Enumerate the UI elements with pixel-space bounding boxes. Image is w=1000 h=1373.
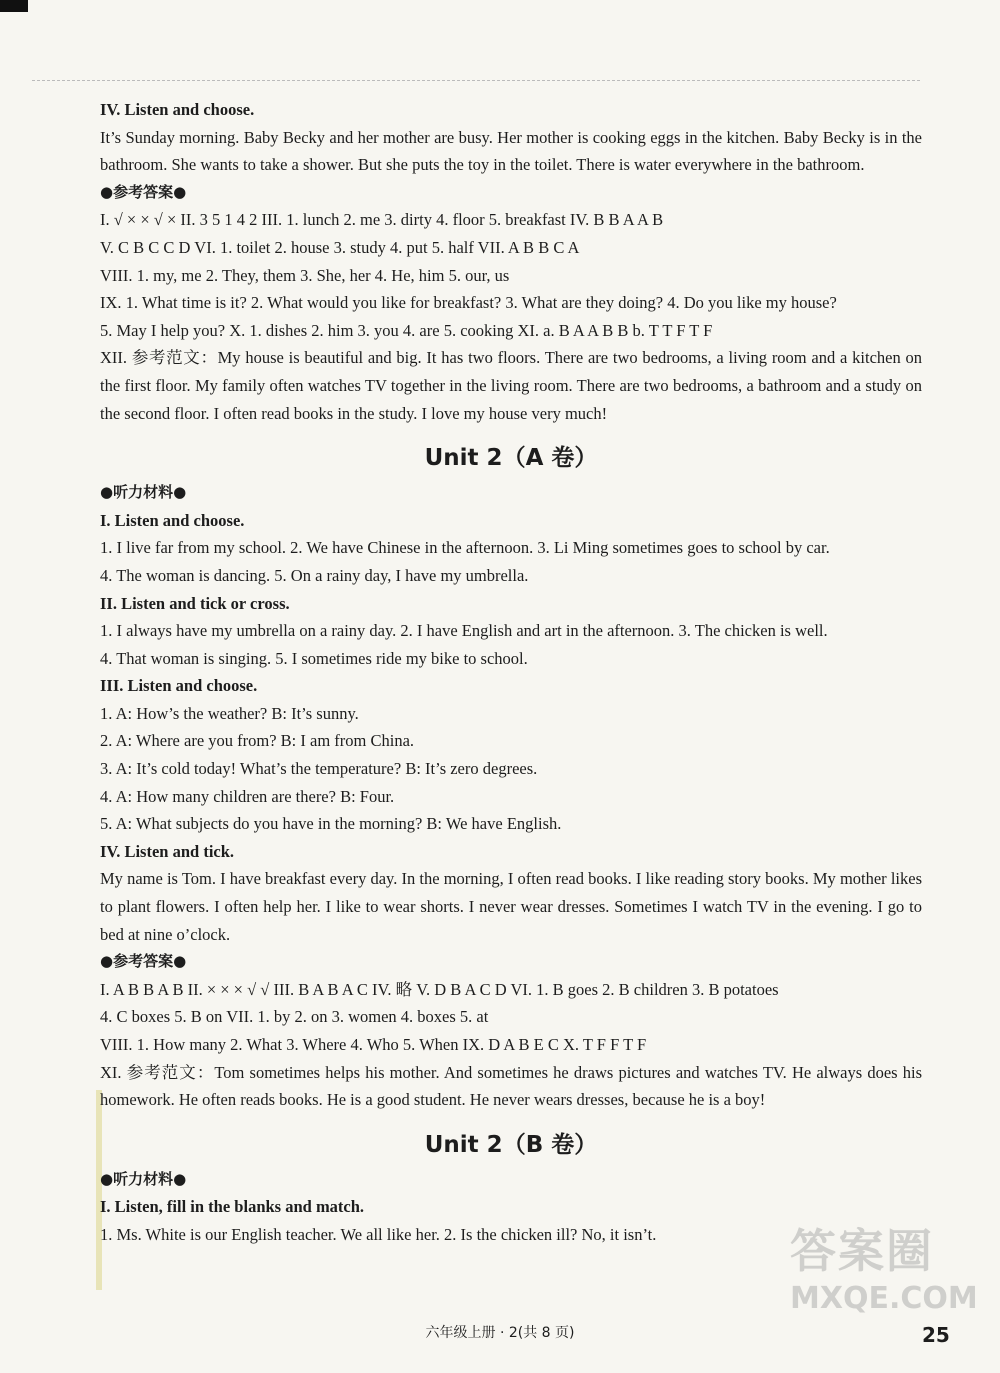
dialogue-line: 3. A: It’s cold today! What’s the temperature? B: It’s zero degrees. <box>100 759 538 779</box>
section-heading: IV. Listen and tick. <box>100 841 235 861</box>
page-number: 25 <box>922 1323 950 1347</box>
section-heading: III. Listen and choose. <box>100 676 258 696</box>
watermark-text-bottom: MXQE.COM <box>790 1281 978 1316</box>
answer-line: VIII. 1. How many 2. What 3. Where 4. Who 5. When IX. D A B E C X. T F F T F <box>100 1035 647 1054</box>
top-rule <box>32 80 920 81</box>
listening-line: 4. That woman is singing. 5. I sometimes ride my bike to school. <box>100 648 528 668</box>
dialogue-line: 2. A: Where are you from? B: I am from China. <box>100 731 415 751</box>
passage: It’s Sunday morning. Baby Becky and her mother are busy. Her mother is cooking eggs in the kitchen. Baby Becky is in the bathroom. She wants to take a shower. But she puts the toy in the toilet. There is water everywhere in the bathroom. <box>100 127 922 175</box>
watermark-text-top: 答案圈 <box>790 1224 934 1278</box>
answers-label: ●参考答案● <box>100 182 187 201</box>
listening-label: ●听力材料● <box>100 483 187 502</box>
page-content <box>100 96 922 1249</box>
answer-line: I. A B B A B II. × × × √ √ III. B A B A C IV. 略 V. D B A C D VI. 1. B goes 2. B children 3. B potatoes <box>100 979 779 999</box>
unit-title: Unit 2（B 卷） <box>424 1131 598 1158</box>
answer-line: V. C B C C D VI. 1. toilet 2. house 3. study 4. put 5. half VII. A B B C A <box>100 237 580 257</box>
section-heading: IV. Listen and choose. <box>100 100 255 119</box>
answer-line: 5. May I help you? X. 1. dishes 2. him 3. you 4. are 5. cooking XI. a. B A A B B b. T T F T F <box>100 320 713 340</box>
listening-line: 1. I live far from my school. 2. We have Chinese in the afternoon. 3. Li Ming sometimes goes to school by car. <box>100 538 830 558</box>
model-essay: XII. 参考范文：My house is beautiful and big. It has two floors. There are two bedrooms, a living room and a kitchen on the first floor. My family often watches TV together in the living room. There are two bedrooms, a bathroom and a study on the second floor. I often read books in the study. I love my house very much! <box>100 348 922 423</box>
passage: My name is Tom. I have breakfast every day. In the morning, I often read books. I like reading story books. My mother likes to plant flowers. I often help her. I like to wear shorts. I never wear dresses. Sometimes I watch TV in the evening. I go to bed at nine o’clock. <box>100 869 922 944</box>
answer-line: VIII. 1. my, me 2. They, them 3. She, her 4. He, him 5. our, us <box>100 265 510 285</box>
answer-line: IX. 1. What time is it? 2. What would you like for breakfast? 3. What are they doing? 4. Do you like my house? <box>100 293 837 313</box>
listening-line: 1. I always have my umbrella on a rainy day. 2. I have English and art in the afternoon. 3. The chicken is well. <box>100 621 828 641</box>
page-footer: 六年级上册 · 2(共 8 页) <box>425 1325 575 1341</box>
dialogue-line: 5. A: What subjects do you have in the morning? B: We have English. <box>100 814 562 834</box>
listening-line: 1. Ms. White is our English teacher. We all like her. 2. Is the chicken ill? No, it isn’t. <box>100 1224 657 1244</box>
listening-label: ●听力材料● <box>100 1169 187 1188</box>
unit-title: Unit 2（A 卷） <box>424 445 598 472</box>
section-heading: I. Listen and choose. <box>100 510 245 530</box>
answers-label: ●参考答案● <box>100 952 187 971</box>
answer-line: I. √ × × √ × II. 3 5 1 4 2 III. 1. lunch 2. me 3. dirty 4. floor 5. breakfast IV. B B A A B <box>100 210 664 230</box>
listening-line: 4. The woman is dancing. 5. On a rainy day, I have my umbrella. <box>100 565 529 585</box>
watermark-logo <box>790 1215 1000 1365</box>
answer-line: 4. C boxes 5. B on VII. 1. by 2. on 3. women 4. boxes 5. at <box>100 1007 489 1027</box>
dialogue-line: 4. A: How many children are there? B: Four. <box>100 786 395 806</box>
model-essay: XI. 参考范文：Tom sometimes helps his mother. And sometimes he draws pictures and watches TV. He always does his homework. He often reads books. He is a good student. He never wears dresses, because he is a boy! <box>100 1062 922 1110</box>
corner-mark <box>0 0 28 12</box>
dialogue-line: 1. A: How’s the weather? B: It’s sunny. <box>100 703 359 723</box>
section-heading: I. Listen, fill in the blanks and match. <box>100 1197 365 1217</box>
section-heading: II. Listen and tick or cross. <box>100 593 290 613</box>
